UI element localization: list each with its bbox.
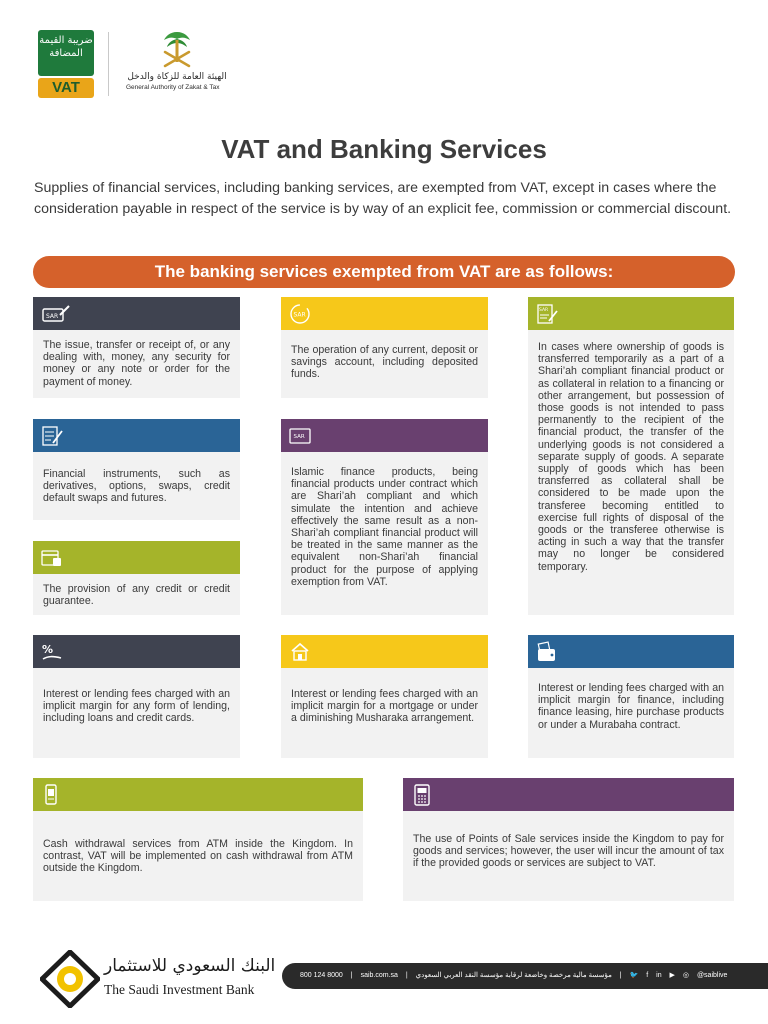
authority-logo: [122, 28, 232, 100]
footer-legal-arabic: مؤسسة مالية مرخصة وخاضعة لرقابة مؤسسة النقد العربي السعودي: [415, 972, 612, 979]
twitter-icon[interactable]: 🐦: [629, 972, 639, 979]
card-text: Interest or lending fees charged with an implicit margin for finance, including finance leasing, hire purchase products or under a Murabaha contract.: [538, 682, 724, 731]
card-temporary-ownership: [528, 297, 734, 615]
atm-cash-icon: [41, 784, 63, 806]
card-islamic-finance: [281, 419, 488, 615]
footer-social-handle[interactable]: @saiblive: [696, 972, 728, 979]
house-mortgage-icon: [289, 641, 311, 663]
card-text: Cash withdrawal services from ATM inside the Kingdom. In contrast, VAT will be implemented on cash withdrawal from ATM outside the Kingdom.: [43, 838, 353, 875]
linkedin-icon[interactable]: in: [656, 972, 662, 979]
vat-logo: [38, 30, 94, 98]
vat-logo-arabic-text: ضريبة القيمة المضافة: [38, 30, 94, 76]
card-text: Islamic finance products, being financial products under contract which are Shari’ah compliant and which simulate the intention and achieve effectively the same result as a non-Shari’ah compliant financial product will be treated in the same manner as the equivalent non-Shari’ah financial product for the purpose of applying exemption from VAT.: [291, 466, 478, 588]
svg-text:SAR: SAR: [293, 311, 306, 319]
intro-paragraph: Supplies of financial services, including banking services, are exempted from VAT, except in cases where the consideration payable in respect of the service is by way of an explicit fee, commission or commercial discount.: [34, 180, 732, 217]
card-credit-provision: [33, 541, 240, 615]
facebook-icon[interactable]: f: [646, 972, 649, 979]
card-points-of-sale: [403, 778, 734, 901]
card-money-dealing: [33, 297, 240, 398]
money-wallet-icon: [536, 641, 558, 663]
document-pen-icon: [41, 425, 63, 447]
card-finance-leasing: [528, 635, 734, 758]
vat-logo-label: VAT: [38, 78, 94, 98]
card-lending-fees: [33, 635, 240, 758]
sar-banknote-icon: [289, 425, 311, 447]
card-text: Financial instruments, such as derivatives, options, swaps, credit default swaps and futures.: [43, 468, 230, 505]
credit-card-lock-icon: [41, 547, 63, 569]
svg-text:SAR: SAR: [293, 434, 305, 440]
footer-contact-bar: 800 124 8000 | saib.com.sa | مؤسسة مالية مرخصة وخاضعة لرقابة مؤسسة النقد العربي السعودي | 🐦 f in ▶ ◎ @saiblive: [282, 963, 768, 989]
card-text: Interest or lending fees charged with an implicit margin for a mortgage or under a diminishing Musharaka arrangement.: [291, 688, 478, 725]
svg-text:SAR: SAR: [539, 308, 549, 313]
card-text: In cases where ownership of goods is transferred temporarily as a part of a Shari’ah compliant financial product or as collateral in relation to a financing or other arrangement, but possession of those goods is not intended to pass permanently to the recipient of the financial product, the transfer of the underlying goods is not considered a separate supply of goods. A separate supply of goods which has been transferred as collateral shall be considered to be made upon the transferee becoming entitled to exercise full rights of disposal of the goods or the transferee otherwise is acting in such a way that the transfer may no longer be considered temporary.: [538, 341, 724, 573]
card-current-accounts: [281, 297, 488, 398]
palm-swords-icon: [160, 28, 194, 70]
card-text: The operation of any current, deposit or savings account, including deposited funds.: [291, 344, 478, 381]
youtube-icon[interactable]: ▶: [669, 972, 675, 979]
percent-hand-icon: [41, 641, 63, 663]
card-mortgage-fees: [281, 635, 488, 758]
bank-name-english: The Saudi Investment Bank: [104, 982, 255, 997]
logo-divider: [108, 32, 109, 96]
instagram-icon[interactable]: ◎: [682, 972, 689, 979]
footer-website[interactable]: saib.com.sa: [360, 972, 398, 979]
authority-name-arabic: الهيئة العامة للزكاة والدخل: [127, 72, 227, 82]
sar-document-pen-icon: [536, 303, 558, 325]
bank-name-arabic: البنك السعودي للاستثمار: [104, 956, 276, 976]
page-title: VAT and Banking Services: [221, 134, 547, 164]
svg-text:SAR: SAR: [46, 313, 59, 320]
sar-card-pen-icon: [41, 303, 71, 325]
authority-name-english: General Authority of Zakat & Tax: [126, 84, 220, 91]
card-text: Interest or lending fees charged with an implicit margin for any form of lending, including loans and credit cards.: [43, 688, 230, 725]
section-banner: The banking services exempted from VAT are as follows:: [33, 256, 735, 288]
card-text: The use of Points of Sale services inside the Kingdom to pay for goods and services; however, the user will incur the amount of tax if the provided goods or services are subject to VAT.: [413, 833, 724, 870]
card-atm-withdrawal: [33, 778, 363, 901]
card-text: The provision of any credit or credit guarantee.: [43, 583, 230, 608]
svg-text:%: %: [42, 643, 54, 656]
card-financial-instruments: [33, 419, 240, 520]
sar-coin-refresh-icon: [289, 303, 311, 325]
footer-phone[interactable]: 800 124 8000: [300, 972, 343, 979]
pos-terminal-icon: [411, 784, 433, 806]
bank-logo-icon: [40, 950, 100, 1008]
card-text: The issue, transfer or receipt of, or any dealing with, money, any security for money or any note or order for the payment of money.: [43, 339, 230, 388]
